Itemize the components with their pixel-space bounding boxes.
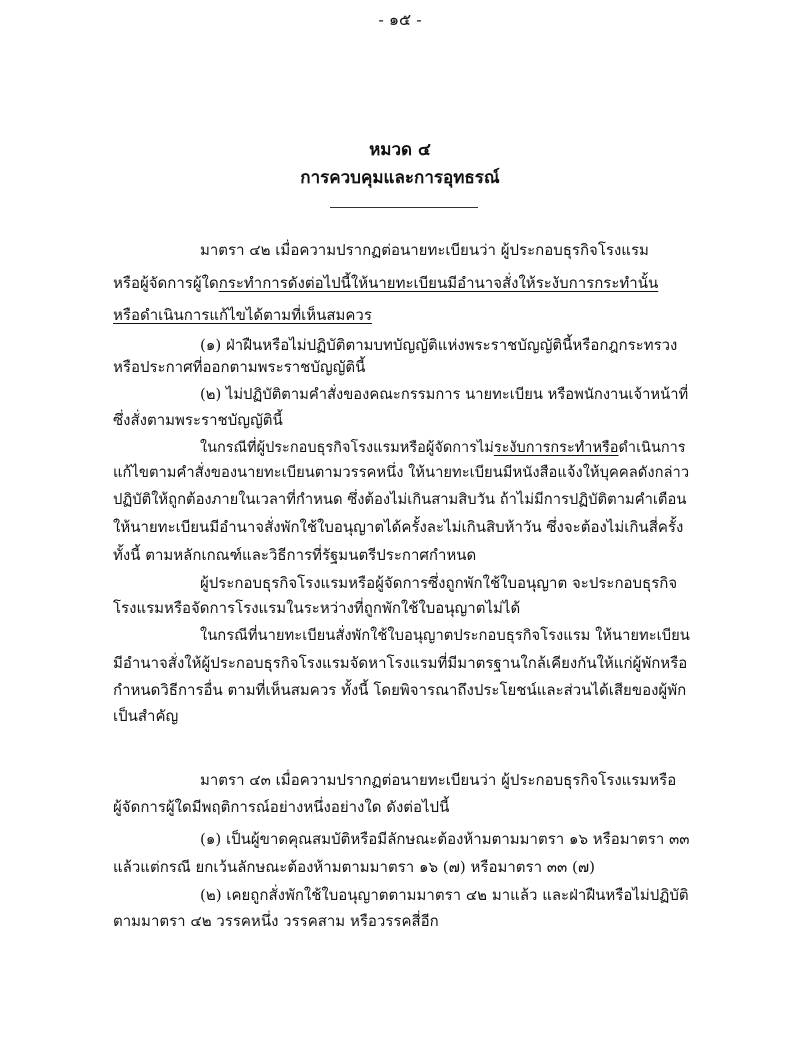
text-segment: มีอำนาจสั่งให้ผู้ประกอบธุรกิจโรงแรมจัดหาโรงแรมที่มีมาตรฐานใกล้เคียงกันให้แก่ผู้พักหรือ	[113, 654, 688, 672]
text-line	[113, 706, 178, 726]
text-line	[200, 885, 689, 905]
text-line	[200, 335, 677, 355]
text-line	[113, 598, 520, 618]
text-segment: ซึ่งสั่งตามพระราชบัญญัตินี้	[113, 411, 283, 429]
text-segment: แก้ไขตามคำสั่งของนายทะเบียนตามวรรคหนึ่ง ให้นายทะเบียนมีหนังสือแจ้งให้บุคคลดังกล่าว	[113, 464, 690, 481]
text-line	[200, 438, 686, 458]
text-line	[113, 490, 686, 510]
text-line	[113, 273, 658, 293]
text-segment: มาตรา ๔๓ เมื่อความปรากฏต่อนายทะเบียนว่า ผู้ประกอบธุรกิจโรงแรมหรือ	[200, 771, 677, 789]
text-line	[200, 240, 649, 260]
text-line	[113, 357, 365, 377]
text-line	[113, 797, 449, 817]
text-segment: กำหนดวิธีการอื่น ตามที่เห็นสมควร ทั้งนี้ โดยพิจารณาถึงประโยชน์และส่วนได้เสียของผู้พัก	[113, 681, 687, 699]
text-segment: (๒) เคยถูกสั่งพักใช้ใบอนุญาตตามมาตรา ๔๒ มาแล้ว และฝ่าฝืนหรือไม่ปฏิบัติ	[200, 886, 689, 904]
text-line	[113, 857, 595, 877]
text-segment: โรงแรมหรือจัดการโรงแรมในระหว่างที่ถูกพักใช้ใบอนุญาตไม่ได้	[113, 599, 521, 617]
text-line	[200, 626, 690, 646]
chapter-heading: หมวด ๔	[369, 140, 431, 160]
text-line	[113, 911, 439, 931]
text-segment: ให้นายทะเบียนมีอำนาจสั่งพักใช้ใบอนุญาตได้ครั้งละไม่เกินสิบห้าวัน ซึ่งจะต้องไม่เกินสี่ครั้ง	[113, 518, 684, 536]
text-segment: หรือประกาศที่ออกตามพระราชบัญญัตินี้	[113, 358, 366, 376]
text-segment: (๑) ฝ่าฝืนหรือไม่ปฏิบัติตามบทบัญญัติแห่งพระราชบัญญัตินี้หรือกฎกระทรวง	[200, 336, 678, 354]
text-line	[113, 517, 683, 537]
text-line	[200, 829, 690, 849]
text-line	[113, 410, 283, 430]
text-segment: (๒) ไม่ปฏิบัติตามคำสั่งของคณะกรรมการ นายทะเบียน หรือพนักงานเจ้าหน้าที่	[200, 386, 689, 403]
underlined-text: ระงับการกระทำหรือ	[493, 440, 619, 456]
text-segment: ผู้จัดการผู้ใดมีพฤติการณ์อย่างหนึ่งอย่างใด ดังต่อไปนี้	[113, 798, 450, 816]
text-line	[113, 680, 686, 700]
heading-divider	[330, 207, 478, 208]
text-line	[113, 305, 372, 325]
text-line	[200, 385, 688, 405]
text-segment: แล้วแต่กรณี ยกเว้นลักษณะต้องห้ามตามมาตรา ๑๖ (๗) หรือมาตรา ๓๓ (๗)	[113, 858, 596, 876]
text-segment: ดำเนินการ	[618, 440, 686, 456]
text-line	[113, 653, 687, 673]
text-segment: ในกรณีที่ผู้ประกอบธุรกิจโรงแรมหรือผู้จัดการไม่	[200, 440, 494, 456]
underlined-text: หรือดำเนินการแก้ไขได้ตามที่เห็นสมควร	[113, 306, 372, 324]
text-segment: หรือผู้จัดการผู้ใด	[113, 274, 219, 292]
text-line	[113, 463, 689, 483]
underlined-text: กระทำการดังต่อไปนี้ให้นายทะเบียนมีอำนาจสั่งให้ระงับการกระทำนั้น	[218, 274, 659, 292]
text-line	[200, 573, 677, 593]
text-line	[113, 545, 476, 565]
text-segment: (๑) เป็นผู้ขาดคุณสมบัติหรือมีลักษณะต้องห้ามตามมาตรา ๑๖ หรือมาตรา ๓๓	[200, 830, 690, 848]
page-number: - ๑๕ -	[378, 10, 422, 29]
text-segment: ปฏิบัติให้ถูกต้องภายในเวลาที่กำหนด ซึ่งต้องไม่เกินสามสิบวัน ถ้าไม่มีการปฏิบัติตามคำเตือน	[113, 491, 687, 508]
text-segment: มาตรา ๔๒ เมื่อความปรากฏต่อนายทะเบียนว่า ผู้ประกอบธุรกิจโรงแรม	[200, 241, 649, 259]
text-segment: เป็นสำคัญ	[113, 707, 179, 725]
text-segment: ในกรณีที่นายทะเบียนสั่งพักใช้ใบอนุญาตประกอบธุรกิจโรงแรม ให้นายทะเบียน	[200, 627, 690, 644]
text-segment: ทั้งนี้ ตามหลักเกณฑ์และวิธีการที่รัฐมนตรีประกาศกำหนด	[113, 546, 477, 564]
text-segment: ผู้ประกอบธุรกิจโรงแรมหรือผู้จัดการซึ่งถูกพักใช้ใบอนุญาต จะประกอบธุรกิจ	[200, 574, 678, 592]
text-segment: ตามมาตรา ๔๒ วรรคหนึ่ง วรรคสาม หรือวรรคสี่อีก	[113, 912, 439, 930]
text-line	[200, 770, 676, 790]
chapter-title: การควบคุมและการอุทธรณ์	[300, 168, 500, 188]
